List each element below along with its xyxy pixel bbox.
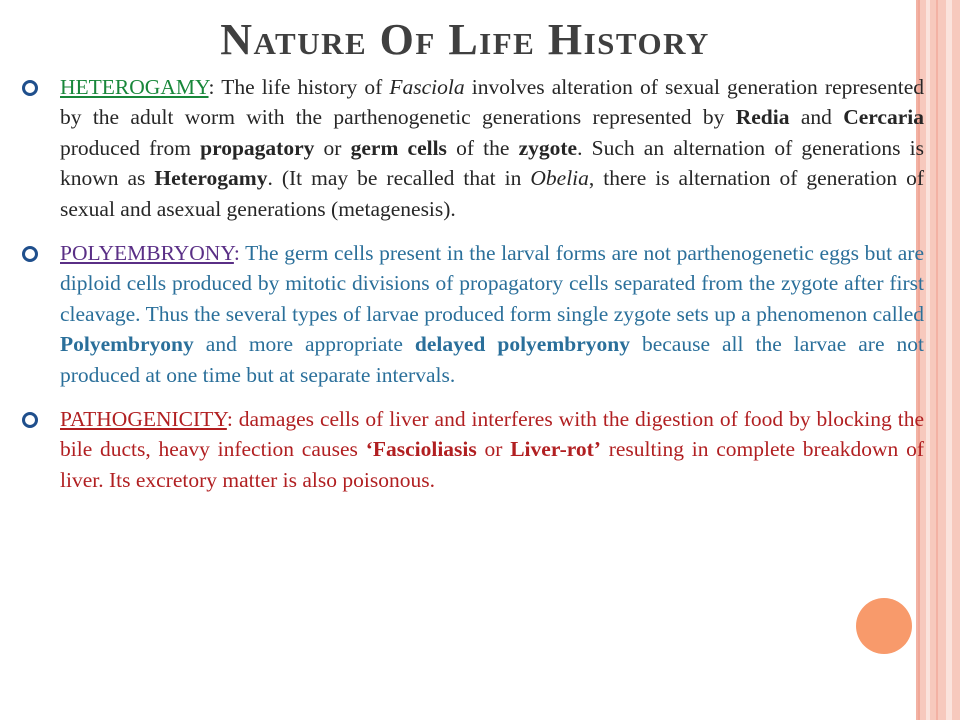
term-cercaria: Cercaria xyxy=(843,105,924,130)
slide-content xyxy=(22,72,924,495)
ring-bullet-icon xyxy=(22,246,38,262)
text-segment: or xyxy=(476,437,511,462)
text-segment: The life history of xyxy=(214,75,390,99)
ring-bullet-icon xyxy=(22,412,38,428)
bullet-item-polyembryony xyxy=(22,238,924,390)
stripe xyxy=(926,0,930,720)
heading-pathogenicity: PATHOGENICITY xyxy=(60,407,227,432)
stripe xyxy=(936,0,938,720)
paragraph-heterogamy xyxy=(60,72,924,224)
term-delayed-polyembryony: delayed polyembryony xyxy=(414,332,630,357)
stripe xyxy=(946,0,952,720)
heading-colon: : xyxy=(233,241,240,266)
slide-title: Nature Of Life History xyxy=(220,15,710,64)
text-segment: damages cells of liver and interferes with the digestion of food by blocking the bile ducts, heavy infection causes xyxy=(60,407,924,462)
text-segment: resulting in complete breakdown of liver. Its excretory matter is also poisonous. xyxy=(60,437,924,492)
text-segment: of the xyxy=(446,135,519,160)
term-redia: Redia xyxy=(735,105,790,130)
text-segment: produced from xyxy=(60,135,201,160)
bullet-item-pathogenicity xyxy=(22,404,924,495)
text-segment: or xyxy=(314,135,351,160)
heading-colon: : xyxy=(226,407,233,432)
text-segment: , there is alternation of generation of sexual and asexual generations (metagenesis). xyxy=(60,166,925,221)
heading-polyembryony: POLYEMBRYONY xyxy=(60,241,234,266)
term-heterogamy: Heterogamy xyxy=(154,166,268,191)
term-obelia: Obelia xyxy=(530,166,589,191)
paragraph-pathogenicity xyxy=(60,404,924,495)
accent-circle-decoration xyxy=(856,598,912,654)
term-germ-cells: germ cells xyxy=(350,135,447,160)
heading-colon: : xyxy=(208,75,215,99)
term-fasciola: Fasciola xyxy=(389,75,465,99)
text-segment: and xyxy=(789,105,844,130)
term-fascioliasis: ‘Fascioliasis xyxy=(365,437,477,462)
paragraph-polyembryony xyxy=(60,238,924,390)
text-segment: because all the larvae are not produced at one time but at separate intervals. xyxy=(60,332,924,387)
heading-heterogamy: HETEROGAMY xyxy=(60,75,209,99)
text-segment: involves alteration of sexual generation represented by the adult worm with the parthenogenetic generations represented by xyxy=(60,75,924,130)
term-liver-rot: Liver-rot’ xyxy=(510,437,601,462)
bullet-item-heterogamy xyxy=(22,72,924,224)
term-polyembryony: Polyembryony xyxy=(60,332,194,357)
text-segment: . (It may be recalled that in xyxy=(267,166,531,191)
term-propagatory: propagatory xyxy=(200,135,315,160)
text-segment: and more appropriate xyxy=(193,332,415,357)
text-segment: The germ cells present in the larval forms are not parthenogenetic eggs but are diploid cells produced by mitotic divisions of propagatory cells separated from the zygote after first cleavage. Thus the several types of larvae produced form single zygote sets up a phenomenon called xyxy=(60,241,924,326)
text-segment: . Such an alternation of generations is known as xyxy=(60,135,924,191)
ring-bullet-icon xyxy=(22,80,38,96)
term-zygote: zygote xyxy=(518,135,578,160)
